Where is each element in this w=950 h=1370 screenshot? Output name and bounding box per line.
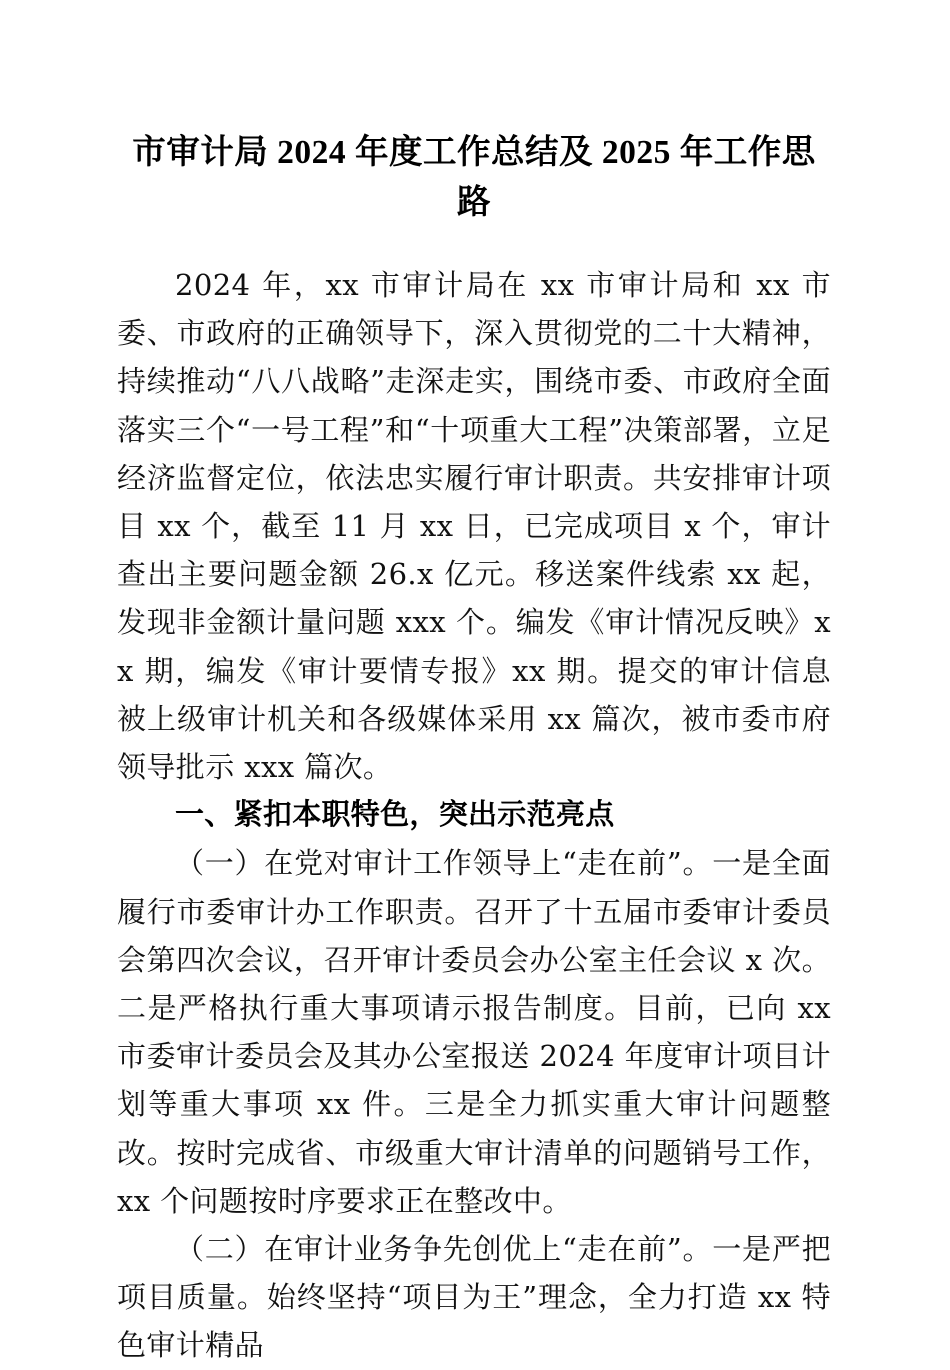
paragraph-subsection-1-2: （二）在审计业务争先创优上“走在前”。一是严把项目质量。始终坚持“项目为王”理念，全力打造 xx 特色审计精品 <box>117 1232 831 1363</box>
section-heading-1: 一、紧扣本职特色，突出示范亮点 <box>175 799 615 832</box>
paragraph-subsection-1-1: （一）在党对审计工作领导上“走在前”。一是全面履行市委审计办工作职责。召开了十五届市委审计委员会第四次会议，召开审计委员会办公室主任会议 x 次。二是严格执行重大事项请示报告制度。目前，已向 xx 市委审计委员会及其办公室报送 2024 年度审计项目计划等重大事项 xx 件。三是全力抓实重大审计问题整改。按时完成省、市级重大审计清单的问题销号工作，xx 个问题按时序要求正在整改中。 <box>117 846 831 1218</box>
paragraph-intro: 2024 年，xx 市审计局在 xx 市审计局和 xx 市委、市政府的正确领导下，深入贯彻党的二十大精神，持续推动“八八战略”走深走实，围绕市委、市政府全面落实三个“一号工程”和“十项重大工程”决策部署，立足经济监督定位，依法忠实履行审计职责。共安排审计项目 xx 个，截至 11 月 xx 日，已完成项目 x 个，审计查出主要问题金额 26.x 亿元。移送案件线索 xx 起，发现非金额计量问题 xxx 个。编发《审计情况反映》xx 期，编发《审计要情专报》xx 期。提交的审计信息被上级审计机关和各级媒体采用 xx 篇次，被市委市府领导批示 xxx 篇次。 <box>117 268 831 785</box>
page-title: 市审计局 2024 年度工作总结及 2025 年工作思路 <box>132 134 816 221</box>
document-content <box>117 0 831 1370</box>
